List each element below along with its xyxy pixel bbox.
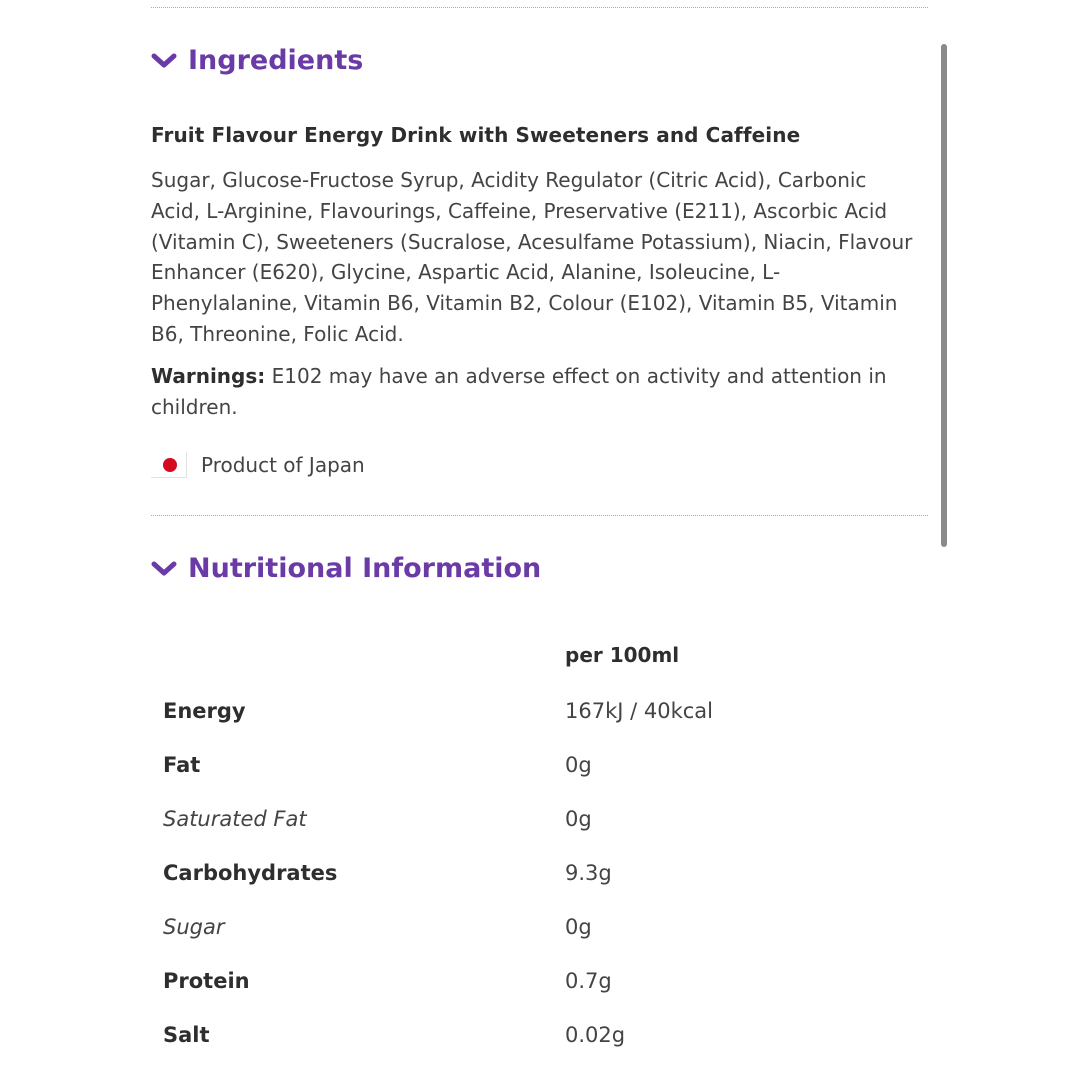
nutrition-row: [163, 792, 923, 846]
nutrient-value: 9.3g: [565, 861, 612, 885]
nutrient-label: Salt: [163, 1023, 210, 1047]
origin-text: Product of Japan: [201, 453, 365, 477]
nutrition-row: [163, 900, 923, 954]
warnings-body: E102 may have an adverse effect on activity and attention in children.: [151, 364, 887, 419]
nutrition-row: [163, 846, 923, 900]
nutrition-row: [163, 954, 923, 1008]
nutrient-value: 167kJ / 40kcal: [565, 699, 713, 723]
nutrient-label: Sugar: [163, 915, 225, 939]
nutrient-label: Saturated Fat: [163, 807, 307, 831]
section-divider: [151, 515, 928, 516]
nutrient-label: Fat: [163, 753, 201, 777]
chevron-down-icon: [151, 556, 177, 582]
nutrition-heading: Nutritional Information: [188, 553, 542, 584]
nutrient-value: 0.02g: [565, 1023, 626, 1047]
nutrient-label: Carbohydrates: [163, 861, 338, 885]
nutrient-value: 0.7g: [565, 969, 612, 993]
ingredients-toggle[interactable]: [151, 45, 363, 76]
nutrition-row: [163, 738, 923, 792]
nutrition-row: [163, 684, 923, 738]
japan-flag-icon: [151, 452, 187, 478]
nutrient-value: 0g: [565, 915, 592, 939]
chevron-down-icon: [151, 48, 177, 74]
ingredients-heading: Ingredients: [188, 45, 364, 76]
product-title: Fruit Flavour Energy Drink with Sweeteners and Caffeine: [151, 123, 801, 147]
ingredients-list: Sugar, Glucose-Fructose Syrup, Acidity Regulator (Citric Acid), Carbonic Acid, L-Arginine, Flavourings, Caffeine, Preservative (E211), Ascorbic Acid (Vitamin C), Sweeteners (Sucralose, Acesulfame Potassium), Niacin, Flavour Enhancer (E620), Glycine, Aspartic Acid, Alanine, Isoleucine, L-Phenylalanine, Vitamin B6, Vitamin B2, Colour (E102), Vitamin B5, Vitamin B6, Threonine, Folic Acid.: [151, 168, 913, 346]
scrollbar[interactable]: [941, 44, 947, 547]
nutrient-label: Protein: [163, 969, 250, 993]
nutrient-label: Energy: [163, 699, 246, 723]
top-divider: [151, 7, 928, 8]
nutrient-value: 0g: [565, 753, 592, 777]
nutrition-toggle[interactable]: [151, 553, 541, 584]
warnings-text: [151, 361, 921, 423]
nutrient-value: 0g: [565, 807, 592, 831]
warnings-label: Warnings:: [151, 364, 266, 388]
product-origin: [151, 452, 365, 478]
nutrition-row: [163, 1008, 923, 1062]
per-100ml-header: per 100ml: [565, 643, 680, 667]
